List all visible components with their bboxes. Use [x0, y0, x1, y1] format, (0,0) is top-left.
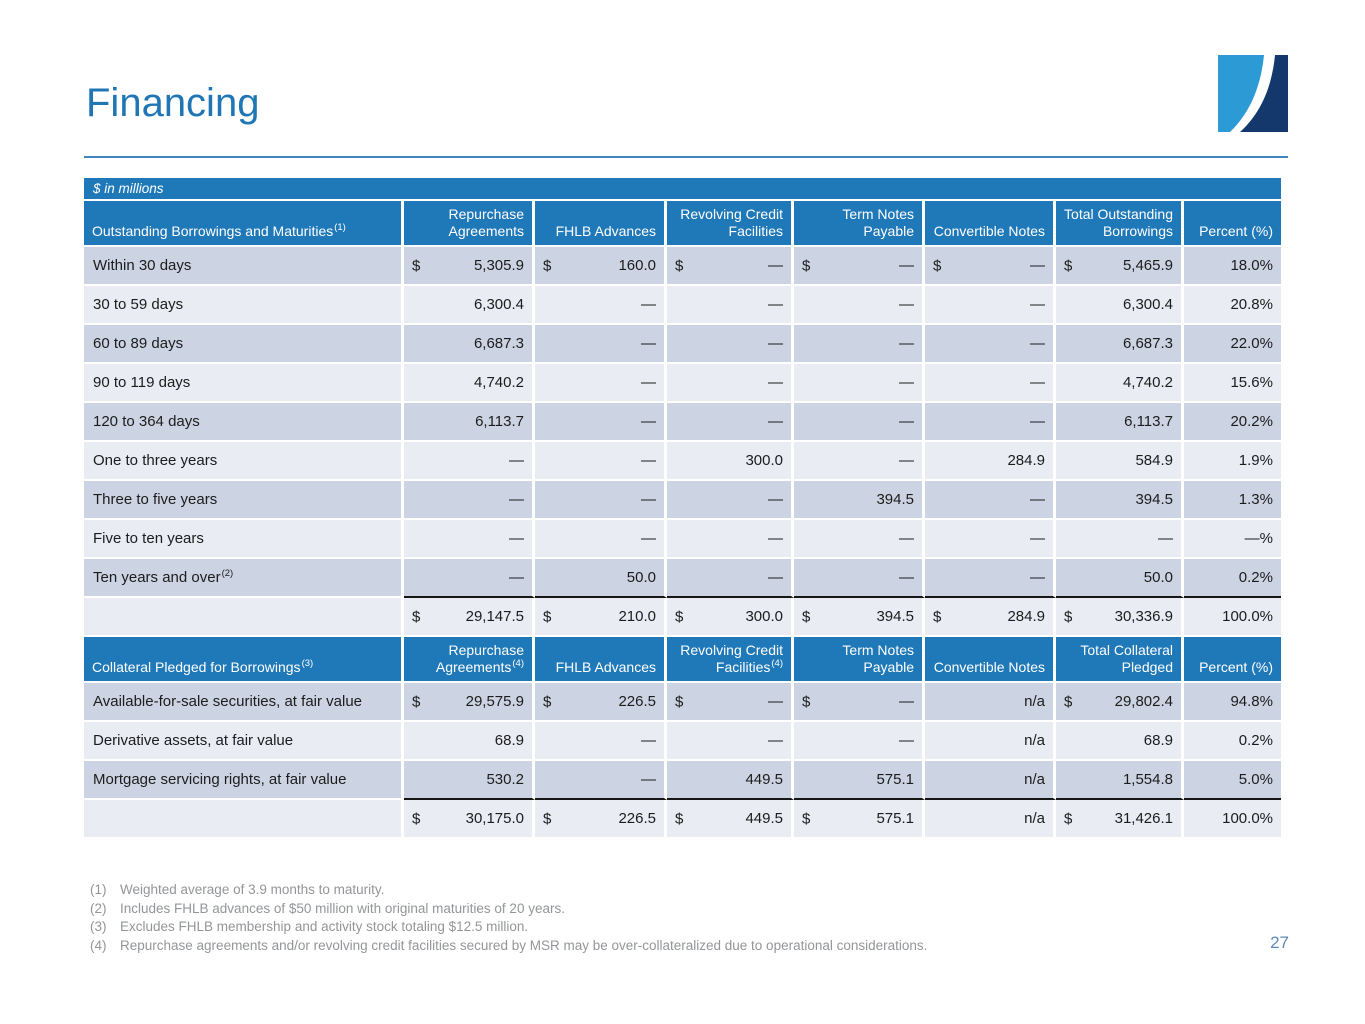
table-cell: —% — [1184, 520, 1281, 559]
row-label: One to three years — [84, 442, 404, 481]
column-header: Convertible Notes — [925, 637, 1056, 683]
table-cell: — — [794, 403, 925, 442]
table-cell: n/a — [925, 800, 1056, 839]
table-cell: — — [925, 364, 1056, 403]
row-label: 60 to 89 days — [84, 325, 404, 364]
table-cell: 1.9% — [1184, 442, 1281, 481]
table-cell: $ 210.0 — [535, 598, 667, 637]
table-cell: 1,554.8 — [1056, 761, 1184, 800]
table-cell: — — [794, 520, 925, 559]
table-cell: 18.0% — [1184, 247, 1281, 286]
column-header: Revolving Credit Facilities$^{(4)}$ — [667, 637, 794, 683]
table-cell: — — [404, 559, 535, 598]
table-row — [84, 683, 1281, 722]
column-header: Repurchase Agreements$^{(4)}$ — [404, 637, 535, 683]
column-header: Repurchase Agreements — [404, 201, 535, 247]
table-cell: — — [667, 325, 794, 364]
table-cell: 0.2% — [1184, 559, 1281, 598]
table-cell: — — [794, 442, 925, 481]
table-cell: — — [667, 559, 794, 598]
table-cell: — — [925, 403, 1056, 442]
table-cell: 284.9 — [925, 442, 1056, 481]
table-cell: — — [667, 403, 794, 442]
table-row — [84, 442, 1281, 481]
table-cell: n/a — [925, 683, 1056, 722]
table-cell: 68.9 — [1056, 722, 1184, 761]
table-row — [84, 403, 1281, 442]
table-cell: — — [535, 364, 667, 403]
table-cell: 22.0% — [1184, 325, 1281, 364]
table-cell: — — [667, 520, 794, 559]
row-label: Derivative assets, at fair value — [84, 722, 404, 761]
table-cell: 94.8% — [1184, 683, 1281, 722]
table-cell: 449.5 — [667, 761, 794, 800]
table-cell: — — [404, 520, 535, 559]
total-row — [84, 598, 1281, 637]
table-cell: $ 284.9 — [925, 598, 1056, 637]
outstanding-borrowings-table — [84, 201, 1281, 637]
table-cell: 50.0 — [1056, 559, 1184, 598]
table-cell: 100.0% — [1184, 598, 1281, 637]
table-cell: — — [404, 481, 535, 520]
table-body — [84, 247, 1281, 637]
table-cell: 584.9 — [1056, 442, 1184, 481]
table-row — [84, 247, 1281, 286]
table-cell: $ 226.5 — [535, 683, 667, 722]
row-label: Five to ten years — [84, 520, 404, 559]
table-cell: $ 30,336.9 — [1056, 598, 1184, 637]
table-cell: $ 29,802.4 — [1056, 683, 1184, 722]
row-label — [84, 598, 404, 637]
row-label — [84, 800, 404, 839]
table-cell: n/a — [925, 722, 1056, 761]
table-cell: 68.9 — [404, 722, 535, 761]
table-cell: 6,300.4 — [1056, 286, 1184, 325]
row-label: 30 to 59 days — [84, 286, 404, 325]
table-row — [84, 286, 1281, 325]
table-cell: 394.5 — [1056, 481, 1184, 520]
total-row — [84, 800, 1281, 839]
table-cell: $ 575.1 — [794, 800, 925, 839]
table-cell: — — [404, 442, 535, 481]
units-bar — [84, 178, 1281, 199]
table-cell: $ 31,426.1 — [1056, 800, 1184, 839]
table-title: Collateral Pledged for Borrowings$^{(3)}$ — [84, 637, 404, 683]
footnote: (1) Weighted average of 3.9 months to maturity. — [90, 882, 385, 897]
column-header: FHLB Advances — [535, 201, 667, 247]
table-cell: — — [794, 325, 925, 364]
table-cell: — — [794, 364, 925, 403]
table-cell: — — [925, 559, 1056, 598]
table-cell: — — [535, 286, 667, 325]
column-header: Convertible Notes — [925, 201, 1056, 247]
row-label: 90 to 119 days — [84, 364, 404, 403]
table-cell: $ — — [667, 247, 794, 286]
table-cell: $ — — [794, 247, 925, 286]
table-cell: 1.3% — [1184, 481, 1281, 520]
table-cell: $ 226.5 — [535, 800, 667, 839]
table-row — [84, 364, 1281, 403]
table-cell: 15.6% — [1184, 364, 1281, 403]
table-cell: 20.8% — [1184, 286, 1281, 325]
table-cell: $ 5,465.9 — [1056, 247, 1184, 286]
table-row — [84, 761, 1281, 800]
page-title: Financing — [86, 81, 260, 125]
table-cell: 0.2% — [1184, 722, 1281, 761]
column-header: Percent (%) — [1184, 201, 1281, 247]
table-cell: — — [535, 722, 667, 761]
table-row — [84, 520, 1281, 559]
slide-content — [84, 0, 1281, 955]
table-cell: 6,300.4 — [404, 286, 535, 325]
column-header: FHLB Advances — [535, 637, 667, 683]
table-cell: — — [925, 481, 1056, 520]
table-cell: — — [794, 286, 925, 325]
table-cell: $ 29,575.9 — [404, 683, 535, 722]
column-header: Percent (%) — [1184, 637, 1281, 683]
table-cell: 6,113.7 — [1056, 403, 1184, 442]
table-cell: — — [925, 286, 1056, 325]
header-row — [84, 637, 1281, 683]
row-label: Within 30 days — [84, 247, 404, 286]
table-cell: — — [794, 559, 925, 598]
row-label: Available-for-sale securities, at fair value — [84, 683, 404, 722]
table-cell: $ 30,175.0 — [404, 800, 535, 839]
table-cell: $ 29,147.5 — [404, 598, 535, 637]
table-cell: 100.0% — [1184, 800, 1281, 839]
table-cell: 6,113.7 — [404, 403, 535, 442]
table-row — [84, 559, 1281, 598]
row-label: Three to five years — [84, 481, 404, 520]
table-cell: 4,740.2 — [1056, 364, 1184, 403]
table-cell: — — [667, 286, 794, 325]
table-cell: — — [667, 364, 794, 403]
table-cell: 4,740.2 — [404, 364, 535, 403]
table-cell: — — [535, 442, 667, 481]
table-cell: $ 160.0 — [535, 247, 667, 286]
table-row — [84, 325, 1281, 364]
table-cell: n/a — [925, 761, 1056, 800]
table-cell: $ — — [667, 683, 794, 722]
header-row — [84, 201, 1281, 247]
column-header: Total Outstanding Borrowings — [1056, 201, 1184, 247]
row-label: Mortgage servicing rights, at fair value — [84, 761, 404, 800]
table-cell: 394.5 — [794, 481, 925, 520]
table-row — [84, 481, 1281, 520]
table-cell: — — [667, 722, 794, 761]
table-cell: $ — — [925, 247, 1056, 286]
table-row — [84, 722, 1281, 761]
column-header: Revolving Credit Facilities — [667, 201, 794, 247]
row-label: 120 to 364 days — [84, 403, 404, 442]
table-cell: — — [535, 481, 667, 520]
table-cell: $ 5,305.9 — [404, 247, 535, 286]
table-cell: 5.0% — [1184, 761, 1281, 800]
footnotes — [84, 881, 1281, 955]
table-cell: — — [794, 722, 925, 761]
collateral-pledged-table — [84, 637, 1281, 839]
table-title: Outstanding Borrowings and Maturities$^{(1)}$ — [84, 201, 404, 247]
column-header: Term Notes Payable — [794, 201, 925, 247]
table-cell: — — [925, 325, 1056, 364]
units-label: $ in millions — [93, 181, 164, 196]
table-cell: 6,687.3 — [404, 325, 535, 364]
footnote: (3) Excludes FHLB membership and activity stock totaling $12.5 million. — [90, 919, 529, 934]
table-cell: $ 394.5 — [794, 598, 925, 637]
table-cell: 530.2 — [404, 761, 535, 800]
table-cell: $ 300.0 — [667, 598, 794, 637]
table-cell: 20.2% — [1184, 403, 1281, 442]
table-cell: — — [535, 325, 667, 364]
table-body — [84, 683, 1281, 839]
table-cell: 6,687.3 — [1056, 325, 1184, 364]
table-cell: — — [535, 403, 667, 442]
row-label: Ten years and over$^{(2)}$ — [84, 559, 404, 598]
table-cell: — — [667, 481, 794, 520]
table-cell: 575.1 — [794, 761, 925, 800]
table-cell: 50.0 — [535, 559, 667, 598]
table-cell: 300.0 — [667, 442, 794, 481]
table-cell: — — [535, 761, 667, 800]
table-cell: $ 449.5 — [667, 800, 794, 839]
column-header: Term Notes Payable — [794, 637, 925, 683]
page-number: 27 — [1270, 933, 1289, 952]
table-cell: $ — — [794, 683, 925, 722]
title-rule — [84, 156, 1288, 158]
table-cell: — — [535, 520, 667, 559]
table-cell: — — [1056, 520, 1184, 559]
footnote: (2) Includes FHLB advances of $50 million with original maturities of 20 years. — [90, 900, 565, 916]
column-header: Total Collateral Pledged — [1056, 637, 1184, 683]
footnote: (4) Repurchase agreements and/or revolving credit facilities secured by MSR may be over-collateralized due to operational considerations. — [90, 937, 928, 953]
table-cell: — — [925, 520, 1056, 559]
